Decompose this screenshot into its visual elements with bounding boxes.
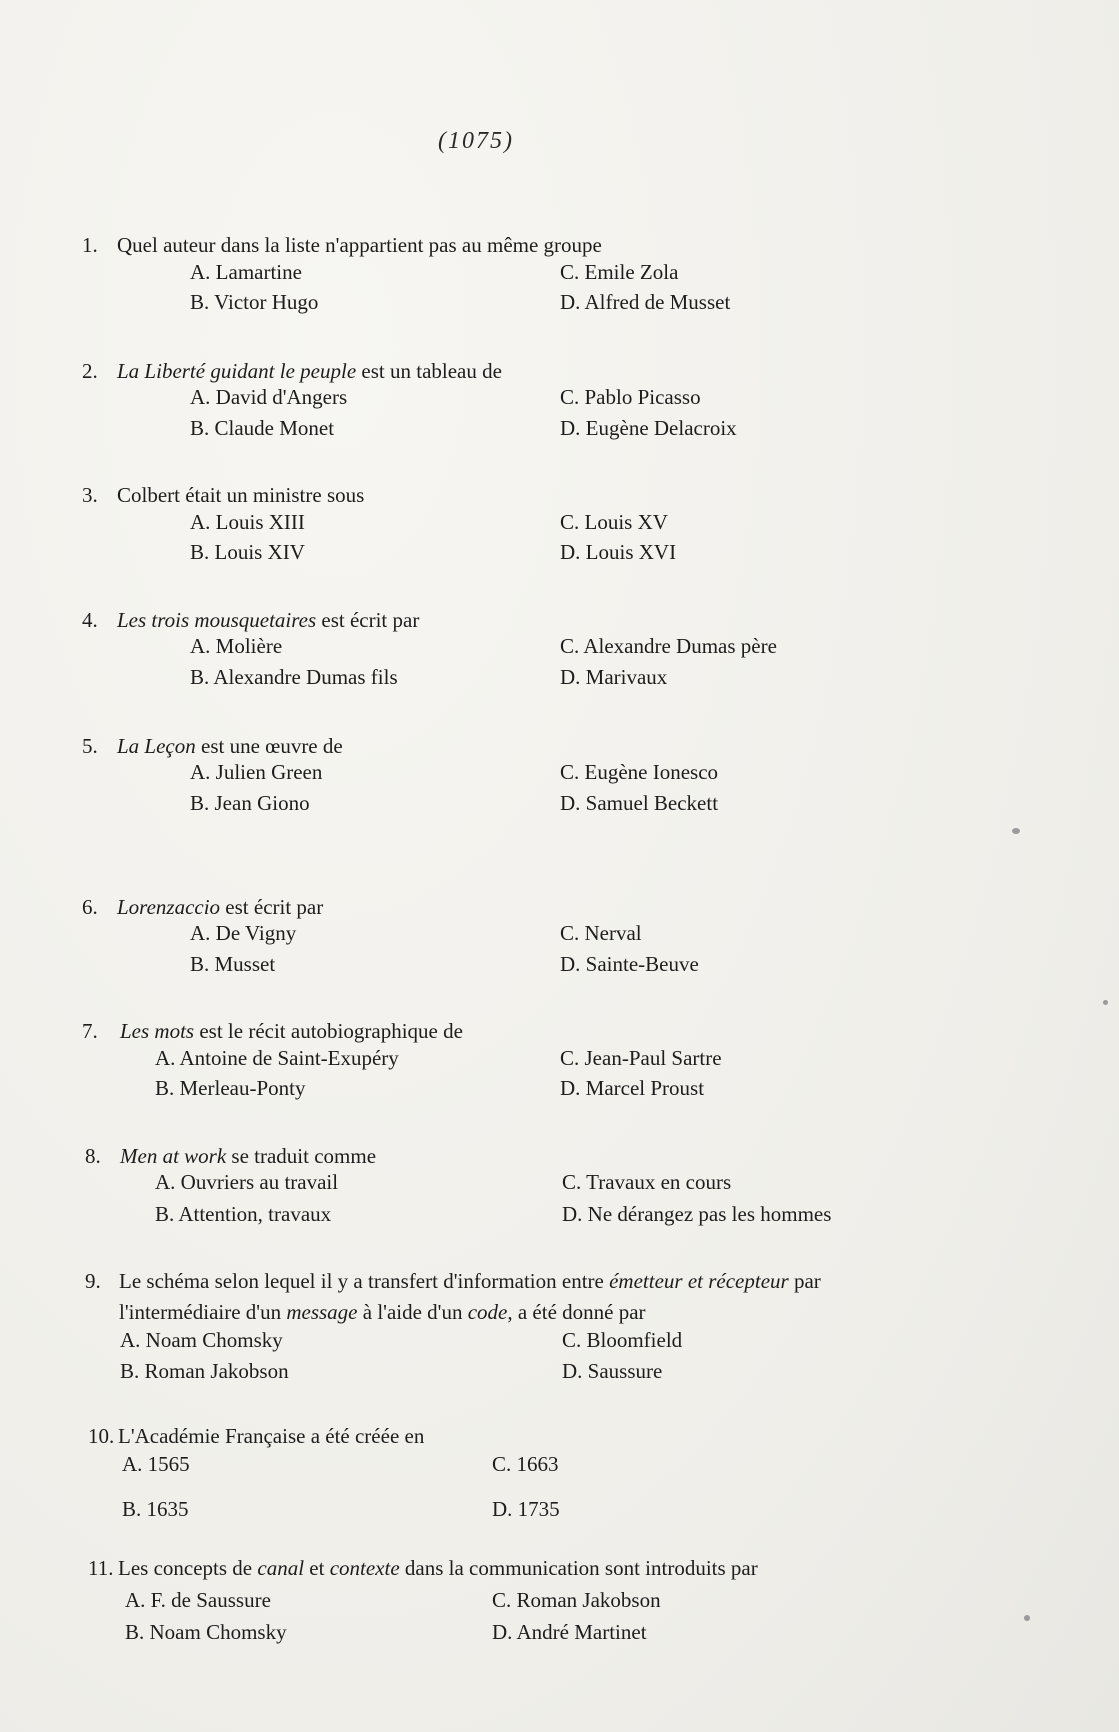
option-d: D. Alfred de Musset xyxy=(560,290,731,314)
stem-text: est un tableau de xyxy=(356,359,502,383)
italic-title: code xyxy=(467,1300,508,1324)
option-b: B. Victor Hugo xyxy=(190,290,319,314)
italic-title: émetteur et récepteur xyxy=(609,1269,789,1293)
question-number: 2. xyxy=(82,359,98,383)
stem-text: Le schéma selon lequel il y a transfert d'information entre xyxy=(119,1269,610,1293)
option-d: D. Marcel Proust xyxy=(560,1076,705,1100)
stem-text: L'Académie Française a été créée en xyxy=(118,1424,425,1448)
question-stem xyxy=(120,1141,376,1172)
question-stem xyxy=(117,731,343,762)
option-c: C. Pablo Picasso xyxy=(560,385,701,409)
option-a: A. Molière xyxy=(190,634,283,658)
option-c: C. Roman Jakobson xyxy=(492,1588,661,1612)
question-stem xyxy=(118,1553,758,1584)
italic-title: canal xyxy=(257,1556,305,1580)
option-d: D. Ne dérangez pas les hommes xyxy=(562,1202,832,1226)
question-number: 4. xyxy=(82,608,98,632)
option-b: B. Musset xyxy=(190,952,276,976)
option-a: A. Lamartine xyxy=(190,260,302,284)
question-number: 3. xyxy=(82,483,98,507)
option-a: A. Julien Green xyxy=(190,760,323,784)
option-a: A. Antoine de Saint-Exupéry xyxy=(155,1046,399,1070)
question-number: 1. xyxy=(82,233,98,257)
option-c: C. Emile Zola xyxy=(560,260,679,284)
question-stem xyxy=(117,892,323,923)
stem-text: et xyxy=(304,1556,330,1580)
option-d: D. André Martinet xyxy=(492,1620,647,1644)
option-d: D. Saussure xyxy=(562,1359,663,1383)
stem-text: Colbert était un ministre sous xyxy=(117,483,365,507)
italic-title: message xyxy=(286,1300,358,1324)
stem-text: Quel auteur dans la liste n'appartient pas au même groupe xyxy=(117,233,602,257)
option-c: C. Jean-Paul Sartre xyxy=(560,1046,722,1070)
option-b: B. Roman Jakobson xyxy=(120,1359,289,1383)
question-stem xyxy=(120,1016,463,1047)
question-number: 7. xyxy=(82,1019,98,1043)
page-code: (1075) xyxy=(438,128,514,154)
option-d: D. Samuel Beckett xyxy=(560,791,719,815)
option-b: B. Merleau-Ponty xyxy=(155,1076,306,1100)
question-stem xyxy=(117,356,502,387)
scan-speck xyxy=(1103,1000,1108,1005)
italic-title: Lorenzaccio xyxy=(117,895,221,919)
option-b: B. Claude Monet xyxy=(190,416,335,440)
stem-text: à l'aide d'un xyxy=(357,1300,468,1324)
option-b: B. Louis XIV xyxy=(190,540,305,564)
option-d: D. Louis XVI xyxy=(560,540,677,564)
stem-text: est écrit par xyxy=(220,895,324,919)
question-number: 8. xyxy=(85,1144,101,1168)
italic-title: La Leçon xyxy=(117,734,196,758)
option-b: B. Attention, travaux xyxy=(155,1202,332,1226)
option-a: A. F. de Saussure xyxy=(125,1588,271,1612)
option-c: C. Alexandre Dumas père xyxy=(560,634,777,658)
option-d: D. Sainte-Beuve xyxy=(560,952,699,976)
italic-title: Men at work xyxy=(120,1144,227,1168)
stem-text: Les concepts de xyxy=(118,1556,258,1580)
option-c: C. Nerval xyxy=(560,921,642,945)
option-b: B. Noam Chomsky xyxy=(125,1620,287,1644)
stem-text: est écrit par xyxy=(316,608,420,632)
italic-title: Les trois mousquetaires xyxy=(117,608,317,632)
option-c: C. 1663 xyxy=(492,1452,559,1476)
stem-text: se traduit comme xyxy=(226,1144,377,1168)
stem-text: , a été donné par xyxy=(507,1300,646,1324)
question-stem xyxy=(118,1421,424,1452)
option-c: C. Bloomfield xyxy=(562,1328,683,1352)
option-b: B. Jean Giono xyxy=(190,791,310,815)
question-number: 6. xyxy=(82,895,98,919)
option-a: A. Louis XIII xyxy=(190,510,305,534)
stem-text: dans la communication sont introduits par xyxy=(399,1556,758,1580)
stem-text: par xyxy=(788,1269,821,1293)
option-d: D. Eugène Delacroix xyxy=(560,416,737,440)
question-number: 10. xyxy=(88,1424,115,1448)
question-stem-continued xyxy=(119,1297,646,1328)
question-stem xyxy=(119,1266,821,1297)
option-a: A. De Vigny xyxy=(190,921,297,945)
scan-speck xyxy=(1024,1615,1030,1621)
option-a: A. Noam Chomsky xyxy=(120,1328,283,1352)
question-stem xyxy=(117,480,364,511)
option-c: C. Eugène Ionesco xyxy=(560,760,719,784)
italic-title: contexte xyxy=(329,1556,400,1580)
scan-speck xyxy=(1012,828,1020,834)
option-a: A. 1565 xyxy=(122,1452,190,1476)
option-a: A. Ouvriers au travail xyxy=(155,1170,339,1194)
stem-text: est le récit autobiographique de xyxy=(194,1019,463,1043)
question-stem xyxy=(117,605,419,636)
option-d: D. 1735 xyxy=(492,1497,560,1521)
stem-text: l'intermédiaire d'un xyxy=(119,1300,287,1324)
option-d: D. Marivaux xyxy=(560,665,668,689)
question-stem xyxy=(117,230,602,261)
option-b: B. 1635 xyxy=(122,1497,189,1521)
option-a: A. David d'Angers xyxy=(190,385,348,409)
option-b: B. Alexandre Dumas fils xyxy=(190,665,398,689)
question-number: 5. xyxy=(82,734,98,758)
stem-text: est une œuvre de xyxy=(195,734,343,758)
italic-title: Les mots xyxy=(120,1019,195,1043)
italic-title: La Liberté guidant le peuple xyxy=(117,359,357,383)
question-number: 9. xyxy=(85,1269,101,1293)
question-number: 11. xyxy=(88,1556,114,1580)
option-c: C. Travaux en cours xyxy=(562,1170,732,1194)
option-c: C. Louis XV xyxy=(560,510,668,534)
